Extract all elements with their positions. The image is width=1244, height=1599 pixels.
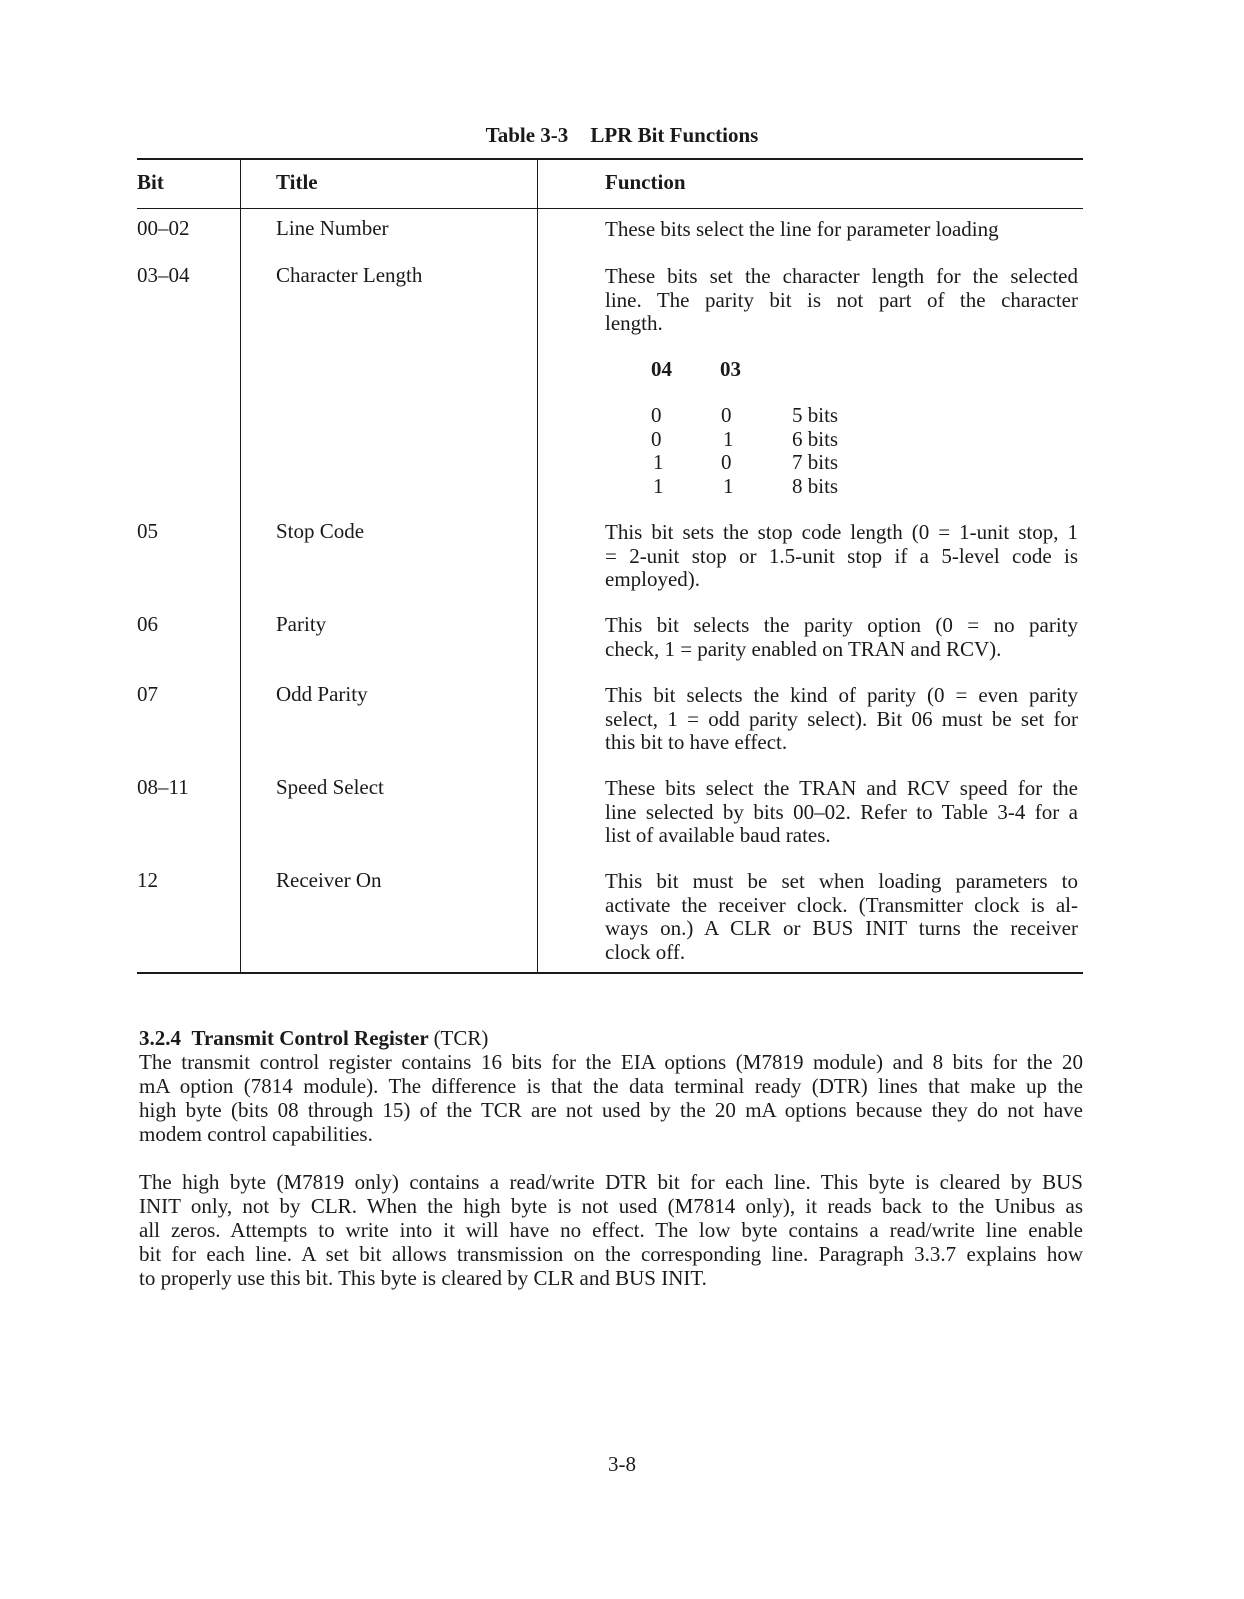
function-line: ways on.) A CLR or BUS INIT turns the receiver (605, 916, 1078, 940)
function-line: select, 1 = odd parity select). Bit 06 must be set for (605, 706, 1078, 731)
function-line: This bit sets the stop code length (0 = 1-unit stop, 1 (605, 520, 1078, 544)
table-row-title: Line Number (276, 216, 389, 240)
char-length-bit03: 1 (723, 473, 734, 498)
char-length-bit03: 0 (721, 403, 732, 427)
column-header-title: Title (276, 170, 318, 194)
paragraph-line: INIT only, not by CLR. When the high byte is not used (M7814 only), it reads back to the Unibus as (139, 1194, 1083, 1218)
paragraph-line: mA option (7814 module). The difference is that the data terminal ready (DTR) lines that make up the (139, 1074, 1083, 1098)
table-row-bit: 12 (137, 868, 158, 892)
function-line: This bit selects the kind of parity (0 = even parity (605, 683, 1078, 707)
char-length-value: 5 bits (792, 403, 839, 427)
table-row-bit: 03–04 (137, 263, 190, 287)
function-line: activate the receiver clock. (Transmitter clock is al- (605, 892, 1078, 917)
lpr-bit-functions-table (137, 158, 1083, 976)
function-line: This bit selects the parity option (0 = no parity (605, 613, 1078, 637)
char-length-bit04: 1 (653, 450, 664, 474)
function-line: employed). (605, 567, 701, 591)
function-line: this bit to have effect. (605, 730, 788, 754)
function-line: check, 1 = parity enabled on TRAN and RCV). (605, 636, 1002, 661)
table-row-function (605, 684, 1078, 755)
table-top-rule (137, 158, 1083, 160)
table-row-title: Character Length (276, 263, 423, 287)
table-row-function (605, 777, 1078, 848)
char-length-bit04: 0 (651, 426, 662, 451)
char-length-value: 7 bits (792, 450, 839, 474)
function-line: These bits select the line for parameter loading (605, 217, 999, 241)
column-divider-2 (537, 158, 538, 974)
function-line: These bits select the TRAN and RCV speed for the (605, 776, 1078, 800)
char-length-header-03: 03 (720, 357, 741, 381)
function-line: line. The parity bit is not part of the character (605, 287, 1078, 312)
paragraph-line: high byte (bits 08 through 15) of the TCR are not used by the 20 mA options because they do not have (139, 1098, 1083, 1122)
table-row-function (605, 265, 1078, 336)
char-length-bit04: 0 (651, 403, 662, 427)
table-caption (0, 123, 1244, 148)
char-length-bit03: 0 (721, 450, 732, 474)
table-row-function (605, 218, 1078, 242)
paragraph-line: all zeros. Attempts to write into it will have no effect. The low byte contains a read/write line enable (139, 1218, 1083, 1242)
function-line: clock off. (605, 939, 686, 964)
char-length-header-04: 04 (651, 357, 672, 381)
section-heading (139, 1026, 1083, 1050)
paragraph-line: The high byte (M7819 only) contains a read/write DTR bit for each line. This byte is cleared by BUS (139, 1170, 1083, 1194)
table-row-function (605, 870, 1078, 964)
table-row-bit: 06 (137, 612, 158, 636)
section-3-2-4 (139, 1026, 1083, 1290)
function-line: line selected by bits 00–02. Refer to Table 3-4 for a (605, 799, 1078, 824)
paragraph-line: modem control capabilities. (139, 1122, 373, 1146)
table-row-function (605, 521, 1078, 592)
body-paragraph (139, 1170, 1083, 1290)
table-number: Table 3-3 (485, 123, 569, 147)
char-length-value: 6 bits (792, 426, 839, 451)
function-line: These bits set the character length for the selected (605, 264, 1078, 288)
body-paragraph (139, 1050, 1083, 1146)
function-line: = 2-unit stop or 1.5-unit stop if a 5-level code is (605, 543, 1078, 568)
char-length-value: 8 bits (792, 473, 839, 498)
table-row-bit: 07 (137, 682, 158, 706)
table-row-bit: 00–02 (137, 216, 190, 240)
page-number: 3-8 (608, 1452, 636, 1476)
function-line: list of available baud rates. (605, 823, 831, 847)
table-row-function (605, 614, 1078, 661)
column-header-function: Function (605, 170, 686, 194)
table-header-rule (137, 208, 1083, 209)
function-line: This bit must be set when loading parameters to (605, 869, 1078, 893)
table-row-title: Parity (276, 612, 327, 636)
column-divider-1 (240, 158, 241, 974)
section-heading-text: Transmit Control Register (191, 1026, 429, 1050)
column-header-bit: Bit (137, 170, 164, 194)
char-length-bit03: 1 (723, 426, 734, 451)
table-bottom-rule (137, 972, 1083, 974)
table-row-bit: 08–11 (137, 775, 189, 799)
table-row-title: Odd Parity (276, 682, 368, 706)
paragraph-line: bit for each line. A set bit allows transmission on the corresponding line. Paragraph 3.3.7 explains how (139, 1242, 1083, 1266)
table-row-title: Receiver On (276, 868, 382, 892)
function-line: length. (605, 311, 663, 335)
table-row-title: Speed Select (276, 775, 384, 799)
char-length-bit04: 1 (653, 473, 664, 498)
table-title: LPR Bit Functions (590, 123, 759, 147)
table-row-bit: 05 (137, 519, 158, 543)
section-heading-abbr: (TCR) (433, 1026, 489, 1050)
table-row-title: Stop Code (276, 519, 365, 543)
paragraph-line: The transmit control register contains 16 bits for the EIA options (M7819 module) and 8 bits for the 20 (139, 1050, 1083, 1074)
section-number: 3.2.4 (139, 1026, 181, 1050)
paragraph-line: to properly use this bit. This byte is cleared by CLR and BUS INIT. (139, 1266, 707, 1290)
